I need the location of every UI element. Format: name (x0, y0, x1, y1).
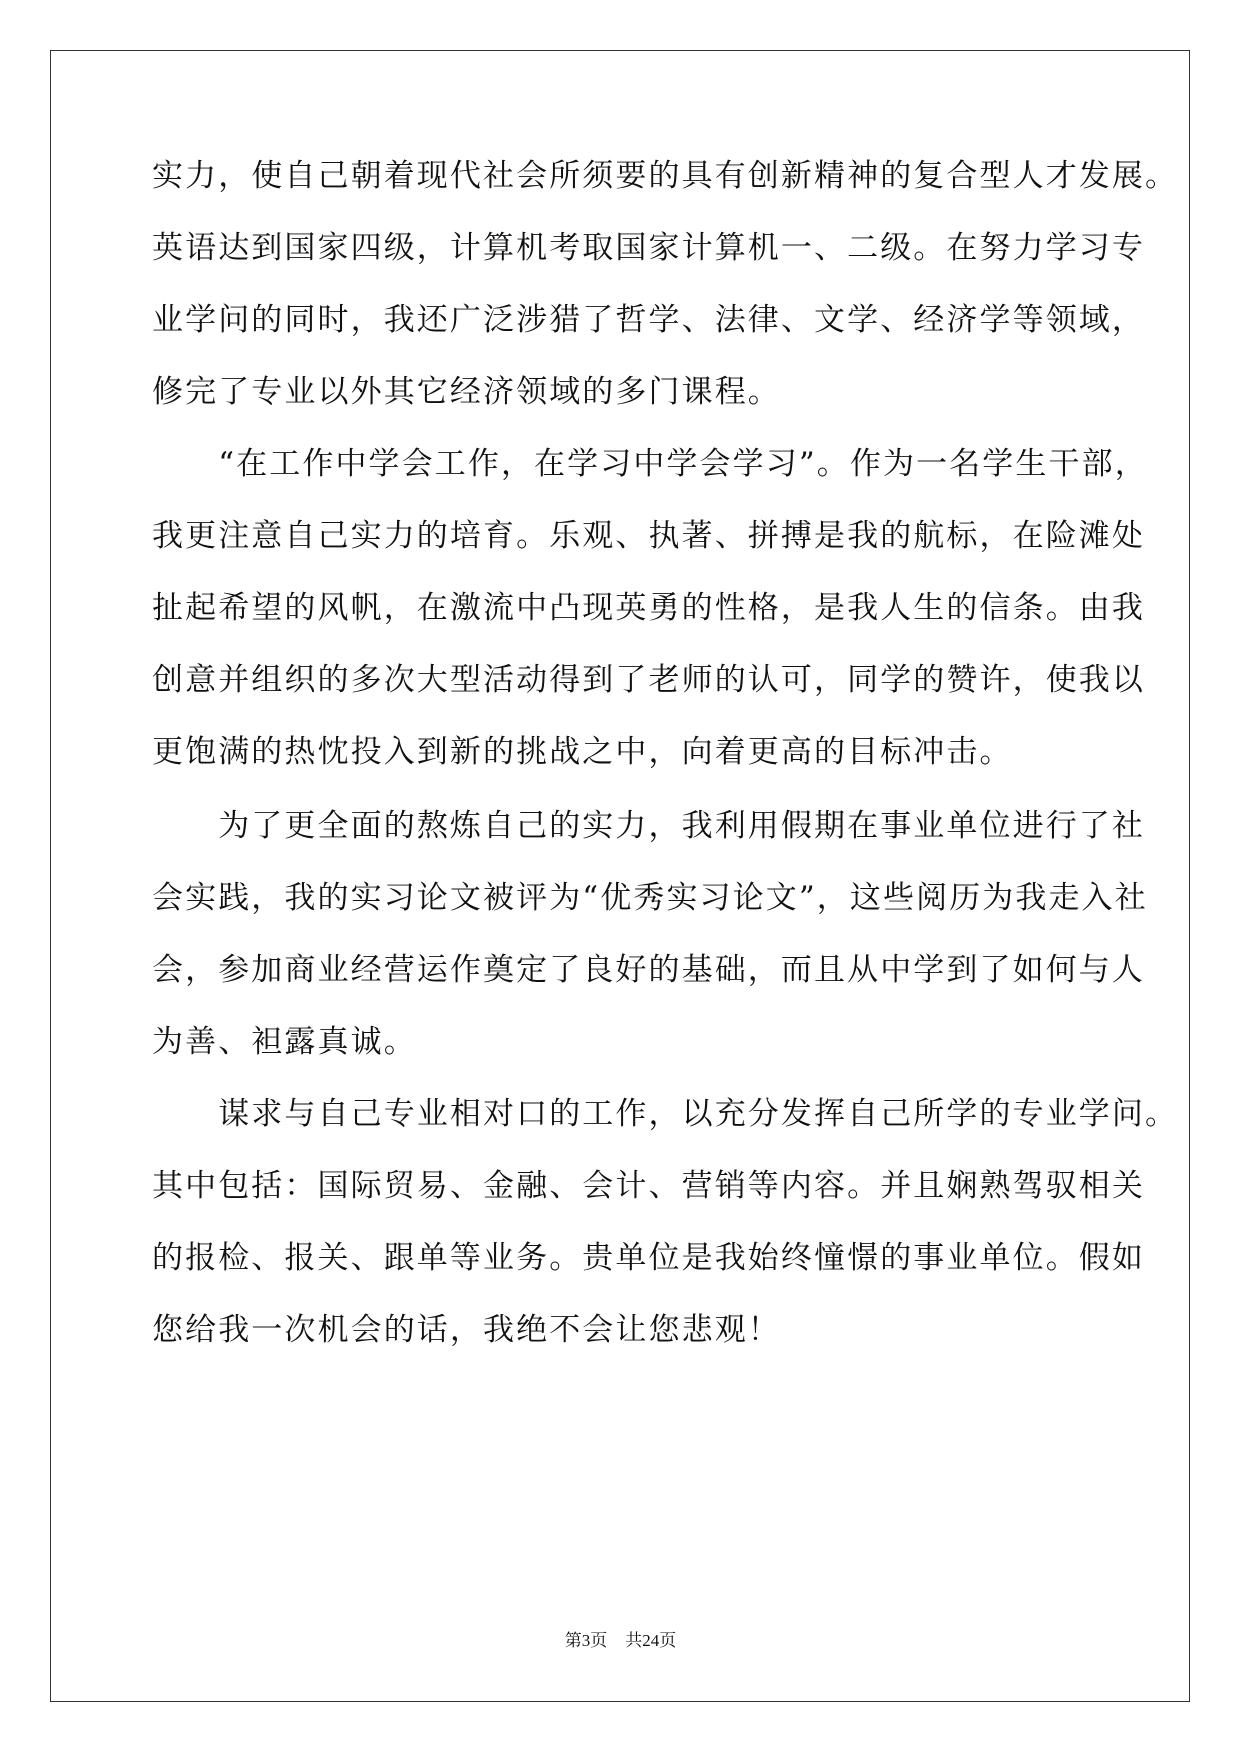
text-line: 其中包括：国际贸易、金融、会计、营销等内容。并且娴熟驾驭相关 (152, 1168, 1145, 1204)
text-line: 我更注意自己实力的培育。乐观、执著、拼搏是我的航标，在险滩处 (152, 518, 1145, 554)
text-line: 为善、袒露真诚。 (152, 1024, 417, 1060)
page-total: 共24页 (625, 1631, 677, 1650)
text-line: 创意并组织的多次大型活动得到了老师的认可，同学的赞许，使我以 (152, 662, 1145, 698)
page-footer (0, 1626, 1241, 1651)
text-line: “在工作中学会工作，在学习中学会学习”。作为一名学生干部， (152, 446, 1148, 482)
page-number: 第3页 (564, 1631, 608, 1650)
text-line: 的报检、报关、跟单等业务。贵单位是我始终憧憬的事业单位。假如 (152, 1240, 1145, 1276)
text-line: 修完了专业以外其它经济领域的多门课程。 (152, 374, 781, 410)
text-line: 英语达到国家四级，计算机考取国家计算机一、二级。在努力学习专 (152, 230, 1145, 266)
text-line: 业学问的同时，我还广泛涉猎了哲学、法律、文学、经济学等领域， (152, 302, 1145, 338)
page-border (50, 50, 1190, 1702)
text-line: 扯起希望的风帆，在激流中凸现英勇的性格，是我人生的信条。由我 (152, 590, 1145, 626)
text-line: 会实践，我的实习论文被评为“优秀实习论文”，这些阅历为我走入社 (152, 880, 1148, 916)
text-line: 更饱满的热忱投入到新的挑战之中，向着更高的目标冲击。 (152, 734, 1013, 770)
text-line: 会，参加商业经营运作奠定了良好的基础，而且从中学到了如何与人 (152, 952, 1145, 988)
text-line: 谋求与自己专业相对口的工作，以充分发挥自己所学的专业学问。 (152, 1096, 1179, 1132)
text-line: 您给我一次机会的话，我绝不会让您悲观！ (152, 1312, 781, 1348)
text-line: 实力，使自己朝着现代社会所须要的具有创新精神的复合型人才发展。 (152, 158, 1179, 194)
text-line: 为了更全面的熬炼自己的实力，我利用假期在事业单位进行了社 (152, 808, 1145, 844)
